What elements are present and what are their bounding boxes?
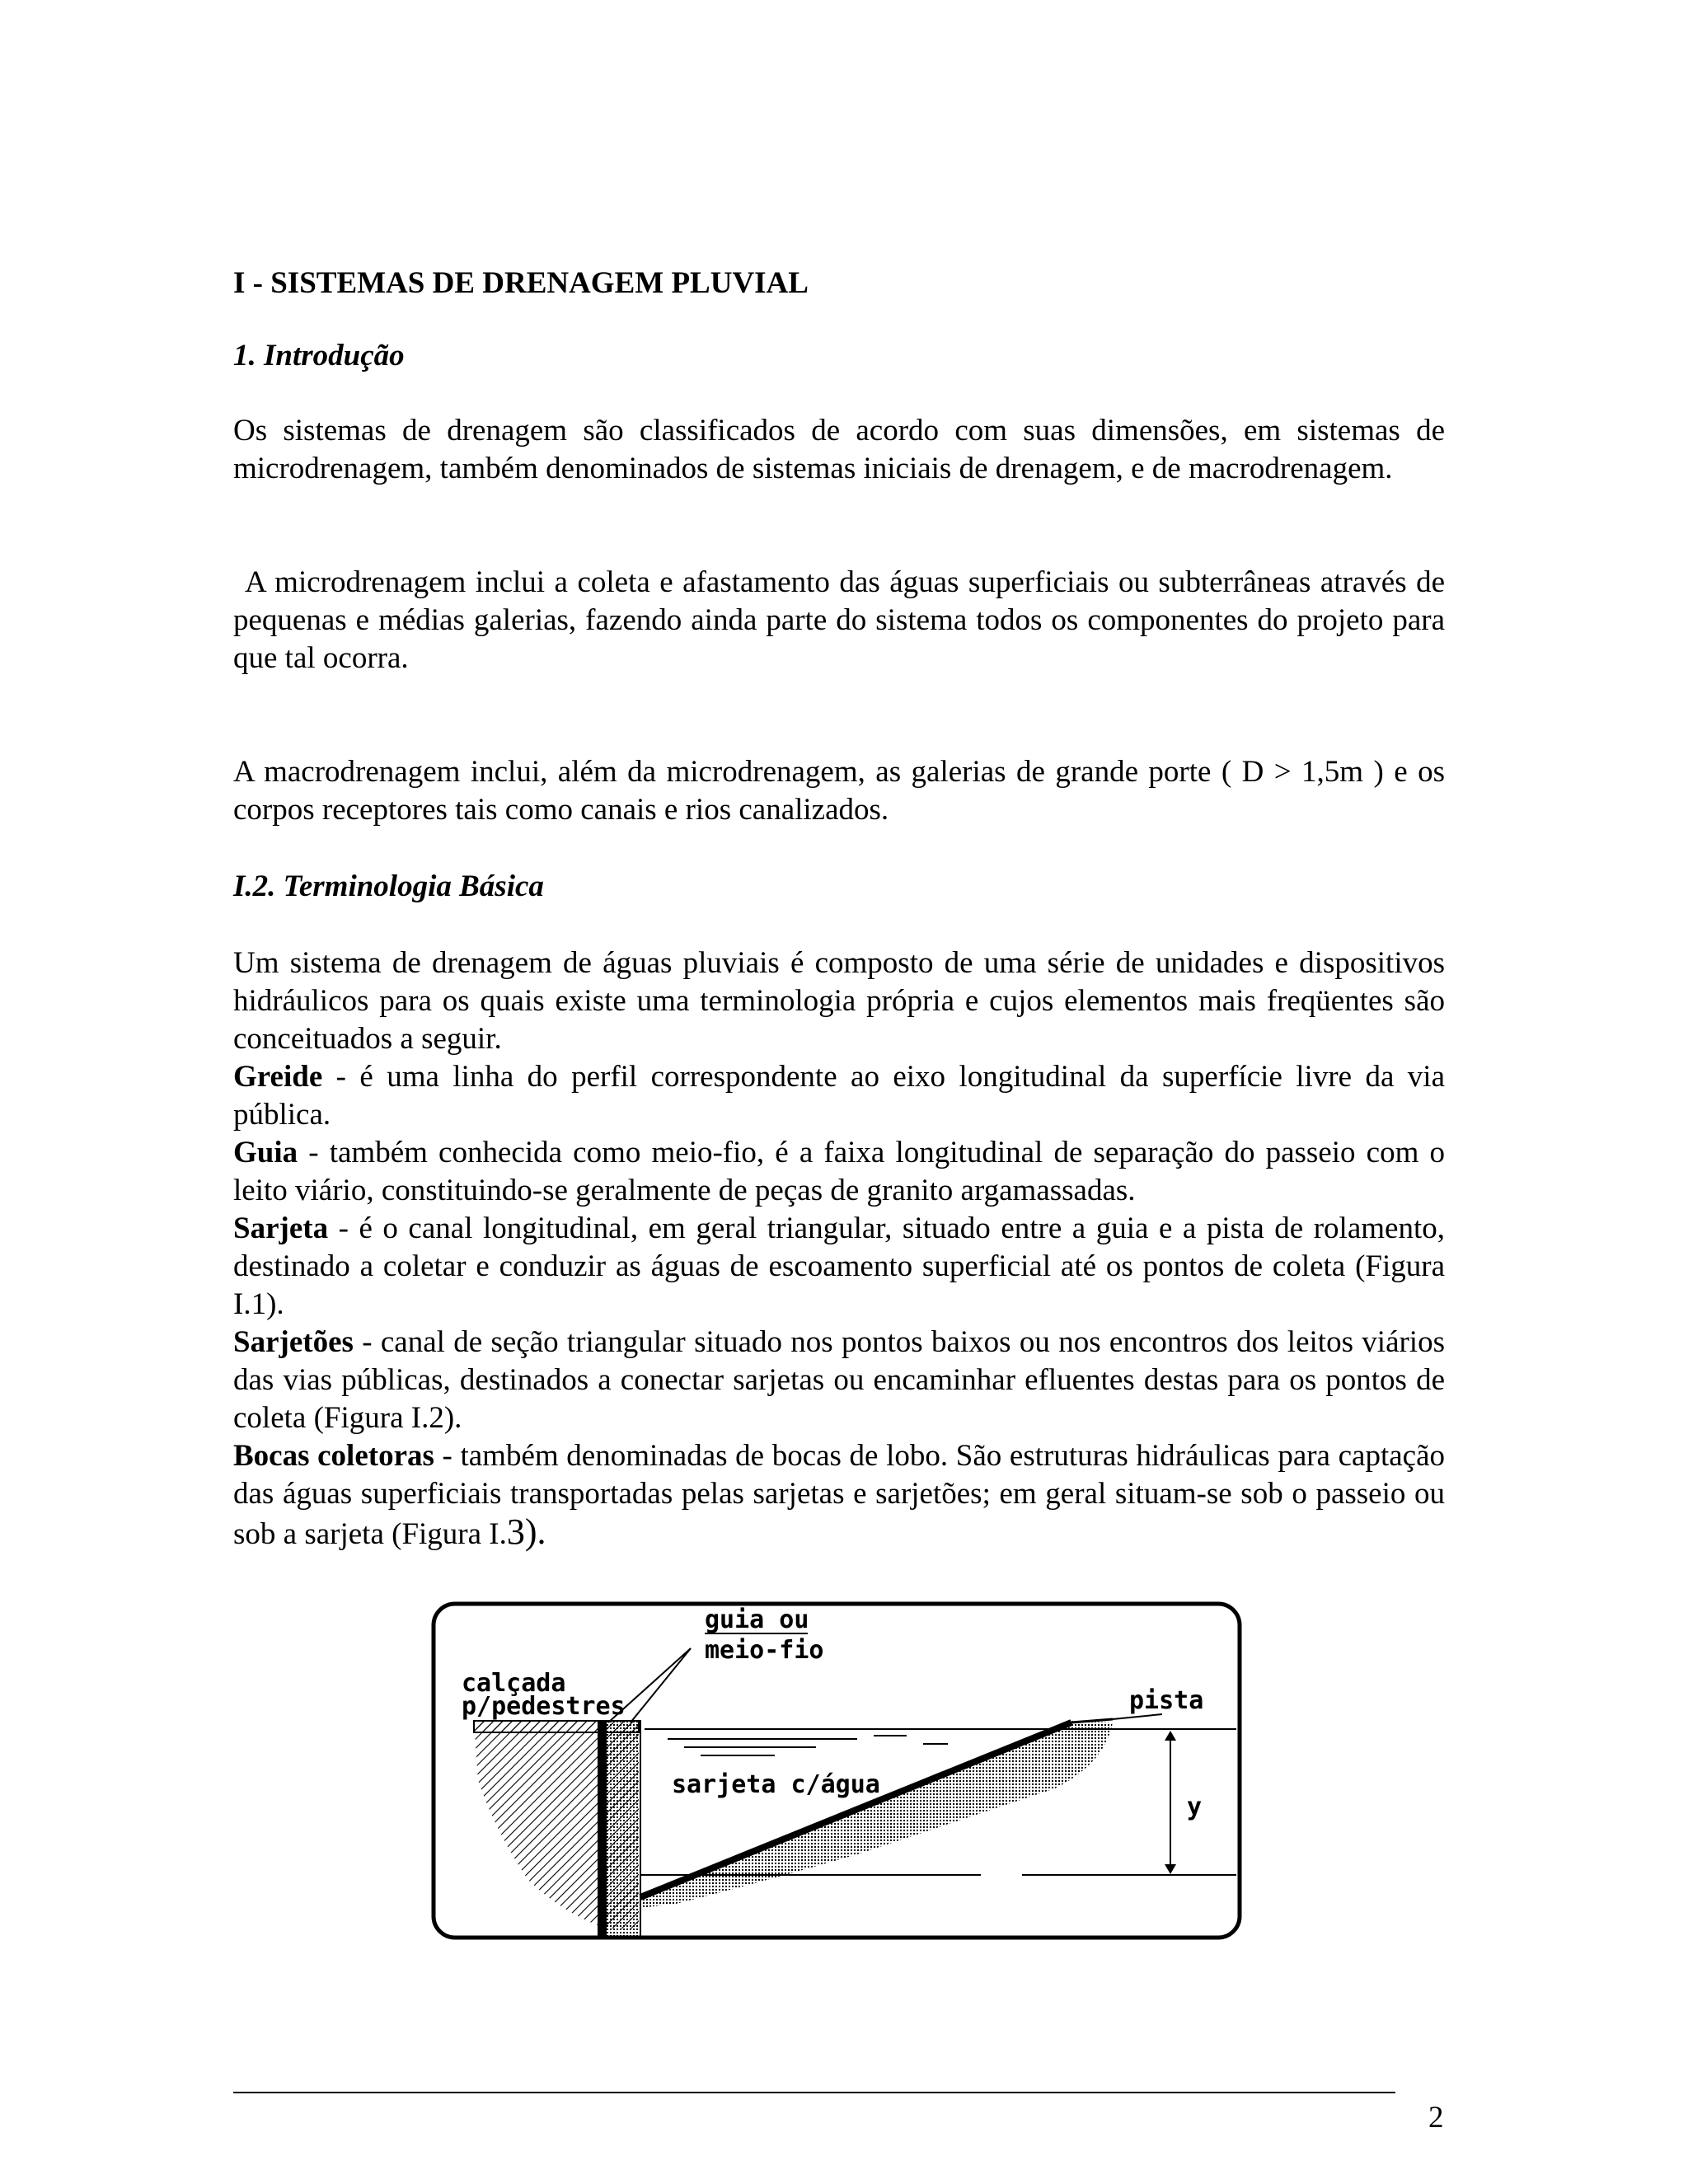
term-definition: - é o canal longitudinal, em geral triangular, situado entre a guia e a pista de rolamento, destinado a coletar e conduzir as águas de escoamento superficial até os pontos de coleta (Figura I.1). [233,1212,1445,1321]
term-sarjetoes [233,1324,1445,1437]
calcada-label-line2: p/pedestres [462,1692,626,1721]
term-sarjeta [233,1210,1445,1324]
intro-paragraph-1: Os sistemas de drenagem são classificados de acordo com suas dimensões, em sistemas de microdrenagem, também denominados de sistemas iniciais de drenagem, e de macrodrenagem. [233,414,1445,485]
curb-block [606,1721,640,1937]
road-subgrade [640,1721,1113,1908]
terminology-heading: I.2. Terminologia Básica [233,869,544,903]
footer-divider [233,2092,1395,2093]
intro-paragraph-3: A macrodrenagem inclui, além da microdrenagem, as galerias de grande porte ( D > 1,5m ) e os corpos receptores tais como canais e rios canalizados. [233,755,1445,827]
intro-paragraph-2: A microdrenagem inclui a coleta e afastamento das águas superficiais ou subterrâneas através de pequenas e médias galerias, fazendo ainda parte do sistema todos os componentes do projeto para que tal ocorra. [233,565,1445,675]
term-definition: - também conhecida como meio-fio, é a faixa longitudinal de separação do passeio com o leito viário, constituindo-se geralmente de peças de granito argamassadas. [233,1136,1445,1207]
term-definition: - canal de seção triangular situado nos pontos baixos ou nos encontros dos leitos viários das vias públicas, destinados a conectar sarjetas ou encaminhar efluentes destas para os pontos de coleta (Figura I.2). [233,1325,1445,1435]
guia-label-line2: meio-fio [705,1636,824,1665]
term-guia [233,1134,1445,1210]
road-surface-continue [1071,1719,1113,1722]
calcada-label-line1: calçada [462,1669,566,1698]
pista-label: pista [1129,1686,1204,1715]
term-definition-tail: 3). [506,1511,546,1552]
term-greide [233,1058,1445,1134]
term-label: Sarjetões [233,1325,354,1359]
terminology-intro: Um sistema de drenagem de águas pluviais é composto de uma série de unidades e dispositivos hidráulicos para os quais existe uma terminologia própria e cujos elementos mais freqüentes são conceituados a seguir. [233,946,1445,1056]
depth-y-label: y [1187,1793,1203,1821]
depth-arrow-bottom [1165,1864,1176,1874]
gutter-cross-section-figure [429,1599,1245,1945]
term-label: Guia [233,1136,298,1169]
section-title: I - SISTEMAS DE DRENAGEM PLUVIAL [233,266,809,300]
term-label: Bocas coletoras [233,1439,434,1473]
guia-label-line1: guia ou [705,1605,809,1634]
term-definition: - é uma linha do perfil correspondente ao eixo longitudinal da superfície livre da via pública. [233,1060,1445,1132]
curb-edge [598,1721,606,1937]
term-bocas-coletoras [233,1437,1445,1554]
term-label: Greide [233,1060,323,1094]
sidewalk-surface [474,1721,639,1732]
term-label: Sarjeta [233,1212,329,1245]
term-definition: - também denominadas de bocas de lobo. São estruturas hidráulicas para captação das águas superficiais transportadas pelas sarjetas e sarjetões; em geral situam-se sob o passeio ou sob a sarjeta (Figura I. [233,1439,1445,1551]
intro-heading: 1. Introdução [233,339,405,373]
terminology-body [233,944,1445,1554]
guia-leader-line-2 [631,1648,691,1722]
road-surface-line [640,1722,1071,1897]
depth-arrow-top [1165,1731,1176,1741]
page-number: 2 [1428,2101,1444,2135]
sarjeta-label: sarjeta c/água [672,1770,880,1799]
